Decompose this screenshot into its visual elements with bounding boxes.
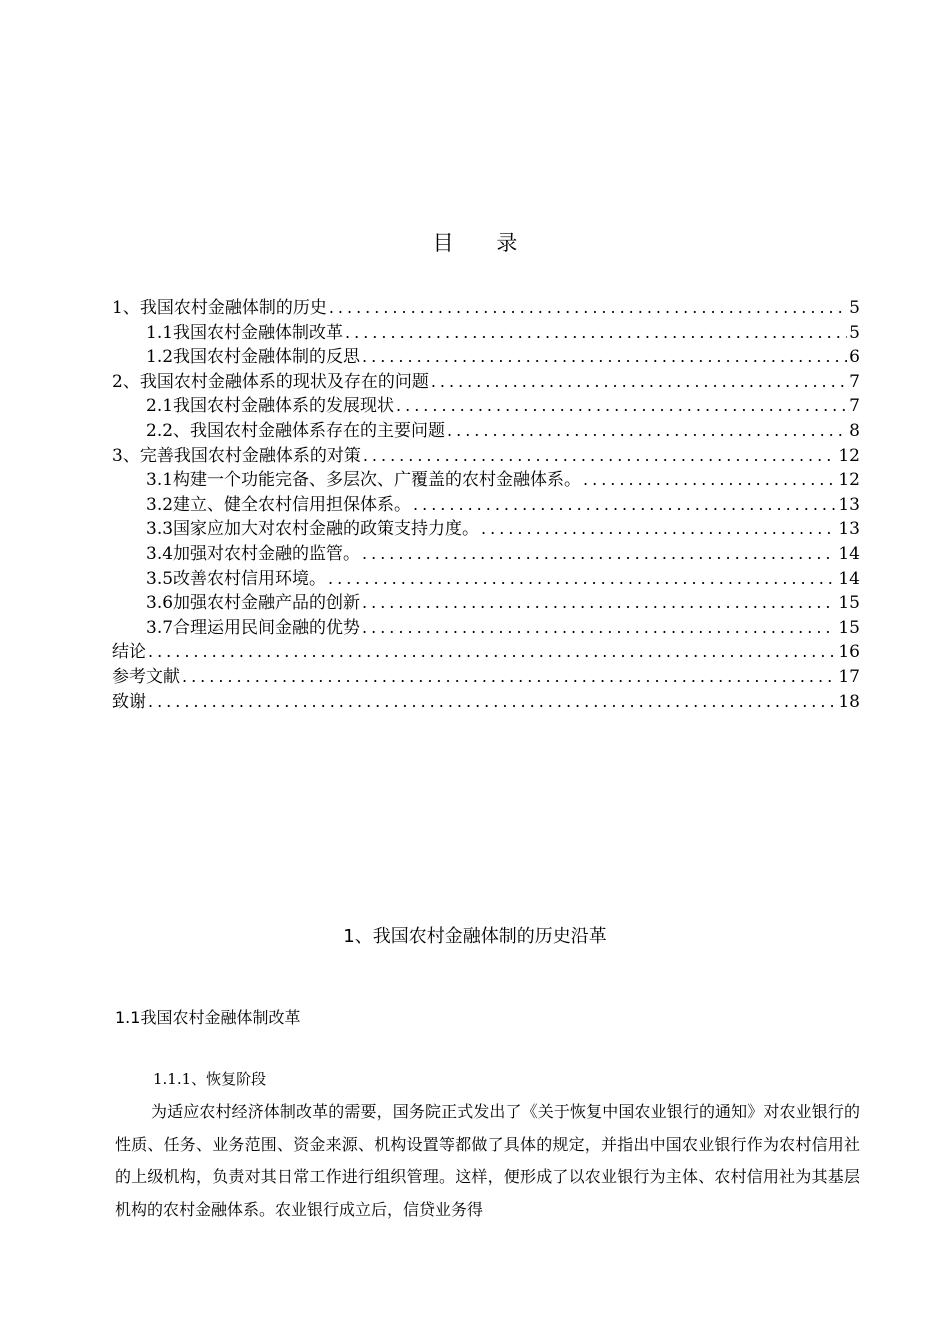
toc-entry-label: 结论 <box>112 642 146 663</box>
toc-entry[interactable] <box>112 616 860 641</box>
toc-leader-dots <box>447 419 847 444</box>
toc-entry-page: 15 <box>838 617 860 638</box>
toc-leader-dots <box>413 493 836 518</box>
toc-entry-label: 1、我国农村金融体制的历史 <box>112 298 327 318</box>
toc-entry-page: 13 <box>838 519 860 540</box>
toc-entry-page: 18 <box>838 691 860 712</box>
toc-leader-dots <box>396 394 847 419</box>
toc-leader-dots <box>481 517 836 542</box>
toc-entry[interactable] <box>112 296 860 321</box>
toc-entry[interactable] <box>112 640 860 665</box>
toc-entry-label: 3.3国家应加大对农村金融的政策支持力度。 <box>146 519 480 540</box>
toc-leader-dots <box>362 345 847 370</box>
toc-entry[interactable] <box>112 370 860 395</box>
toc-entry-label: 2.1我国农村金融体系的发展现状 <box>146 396 395 417</box>
toc-entry-label: 致谢 <box>112 691 146 712</box>
toc-leader-dots <box>363 444 837 469</box>
toc-leader-dots <box>182 665 836 690</box>
toc-entry[interactable] <box>112 690 860 715</box>
toc-entry-label: 3、完善我国农村金融体系的对策 <box>112 445 361 466</box>
toc-entry-label: 1.2我国农村金融体制的反思 <box>146 347 361 368</box>
toc-entry-label: 3.5改善农村信用环境。 <box>146 568 327 589</box>
toc-entry-page: 16 <box>838 642 860 663</box>
toc-entry-page: 5 <box>849 298 860 318</box>
toc-entry-label: 3.7合理运用民间金融的优势 <box>146 617 361 638</box>
section-title: 1.1我国农村金融体制改革 <box>115 1008 301 1027</box>
toc-entry-label: 3.6加强农村金融产品的创新 <box>146 593 361 614</box>
toc-entry-label: 2.2、我国农村金融体系存在的主要问题 <box>146 420 446 441</box>
toc-leader-dots <box>345 321 847 346</box>
toc-leader-dots <box>148 690 836 715</box>
toc-entry[interactable] <box>112 394 860 419</box>
toc-entry[interactable] <box>112 444 860 469</box>
table-of-contents <box>112 296 860 714</box>
toc-leader-dots <box>148 640 836 665</box>
toc-entry[interactable] <box>112 493 860 518</box>
toc-entry-label: 参考文献 <box>112 666 180 687</box>
toc-entry-label: 3.1构建一个功能完备、多层次、广覆盖的农村金融体系。 <box>146 470 582 491</box>
toc-entry-page: 6 <box>849 347 860 368</box>
toc-entry-label: 3.2建立、健全农村信用担保体系。 <box>146 494 412 515</box>
toc-entry-label: 2、我国农村金融体系的现状及存在的问题 <box>112 371 429 392</box>
toc-entry-page: 15 <box>838 593 860 614</box>
toc-entry-page: 17 <box>838 666 860 687</box>
toc-entry-page: 14 <box>838 568 860 589</box>
toc-entry[interactable] <box>112 345 860 370</box>
toc-entry-page: 12 <box>838 445 860 466</box>
toc-title: 目 录 <box>432 231 536 255</box>
toc-entry-label: 3.4加强对农村金融的监管。 <box>146 543 361 564</box>
toc-entry[interactable] <box>112 419 860 444</box>
toc-leader-dots <box>329 296 847 321</box>
toc-leader-dots <box>583 468 836 493</box>
toc-leader-dots <box>431 370 847 395</box>
toc-entry-page: 5 <box>849 322 860 343</box>
toc-entry-page: 8 <box>849 420 860 441</box>
toc-entry-page: 12 <box>838 470 860 491</box>
toc-entry[interactable] <box>112 321 860 346</box>
toc-leader-dots <box>362 591 836 616</box>
toc-entry-page: 7 <box>849 396 860 417</box>
body-paragraph: 为适应农村经济体制改革的需要，国务院正式发出了《关于恢复中国农业银行的通知》对农业银行的性质、任务、业务范围、资金来源、机构设置等都做了具体的规定，并指出中国农业银行作为农村信用社的上级机构，负责对其日常工作进行组织管理。这样，便形成了以农业银行为主体、农村信用社为其基层机构的农村金融体系。农业银行成立后，信贷业务得 <box>115 1102 860 1219</box>
toc-entry[interactable] <box>112 468 860 493</box>
toc-leader-dots <box>328 567 836 592</box>
toc-entry[interactable] <box>112 665 860 690</box>
subsection-title: 1.1.1、恢复阶段 <box>153 1070 267 1088</box>
chapter-title: 1、我国农村金融体制的历史沿革 <box>343 926 607 947</box>
toc-entry-page: 7 <box>849 371 860 392</box>
toc-entry-page: 14 <box>838 543 860 564</box>
toc-entry[interactable] <box>112 567 860 592</box>
toc-entry[interactable] <box>112 517 860 542</box>
toc-leader-dots <box>362 542 836 567</box>
toc-entry-label: 1.1我国农村金融体制改革 <box>146 322 344 343</box>
toc-entry[interactable] <box>112 591 860 616</box>
toc-entry-page: 13 <box>838 494 860 515</box>
toc-entry[interactable] <box>112 542 860 567</box>
toc-leader-dots <box>362 616 836 641</box>
